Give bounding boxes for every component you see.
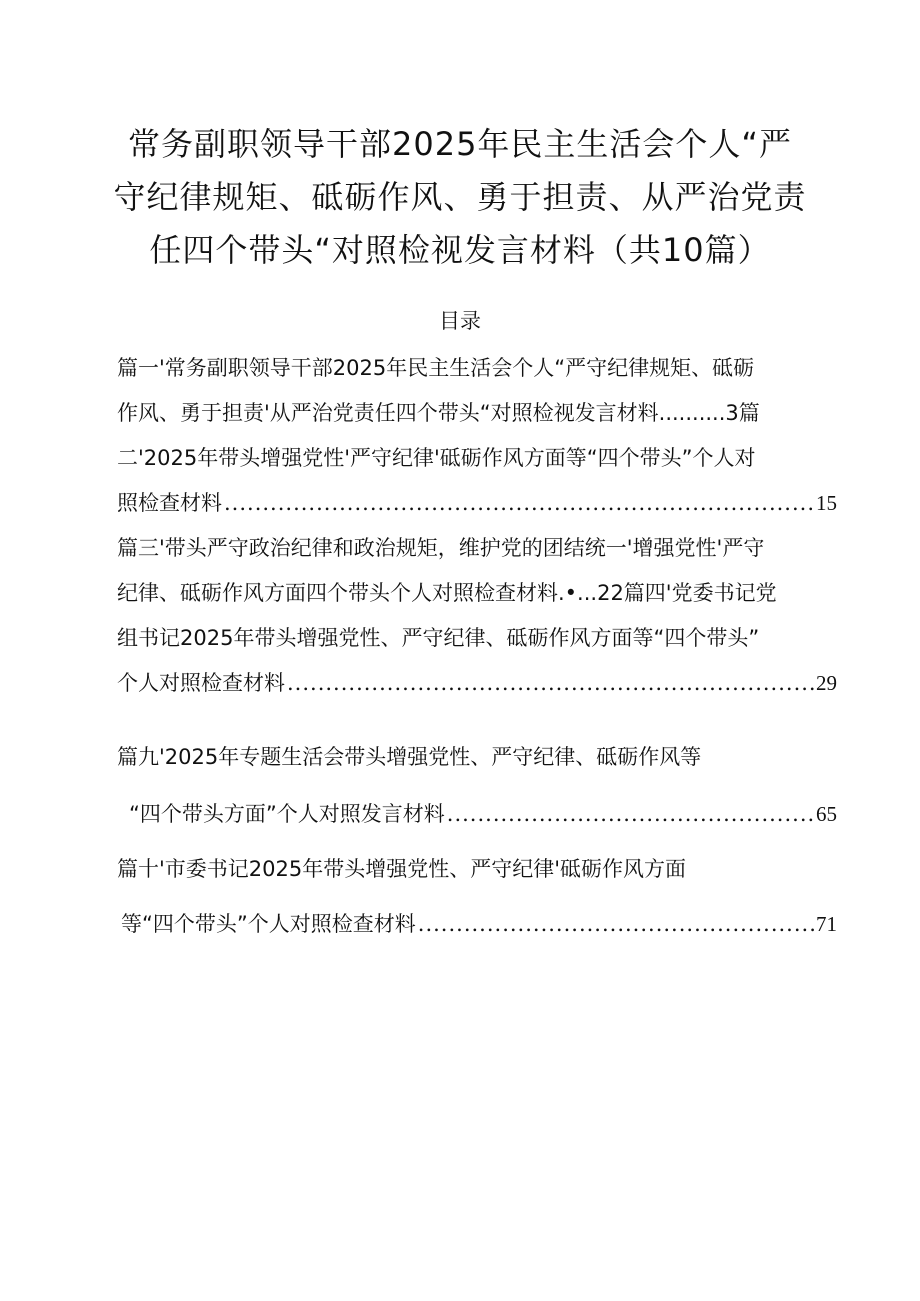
toc-line: 篇一'常务副职领导干部2025年民主生活会个人“严守纪律规矩、砥砺	[117, 356, 755, 380]
dot-leader	[287, 661, 814, 706]
table-of-contents-part-2	[117, 735, 837, 947]
toc-entry-text: “四个带头方面”个人对照发言材料	[129, 802, 445, 826]
toc-entry-text: 个人对照检查材料	[117, 671, 285, 695]
title-line-1: 常务副职领导干部2025年民主生活会个人“严	[127, 125, 793, 163]
table-of-contents-part-1	[117, 346, 837, 706]
toc-line: 组书记2025年带头增强党性、严守纪律、砥砺作风方面等“四个带头”	[117, 626, 760, 650]
toc-entry-with-page[interactable]	[117, 792, 837, 847]
page-number: 29	[816, 671, 837, 695]
toc-line: 作风、勇于担责'从严治党责任四个带头“对照检视发言材料..........3篇	[117, 401, 760, 425]
toc-entry-text: 照检查材料	[117, 491, 222, 515]
toc-entry-with-page[interactable]	[117, 481, 837, 526]
dot-leader	[224, 481, 814, 526]
toc-line: 纪律、砥砺作风方面四个带头个人对照检查材料.•...22篇四'党委书记党	[117, 581, 777, 605]
toc-line: 篇十'市委书记2025年带头增强党性、严守纪律'砥砺作风方面	[117, 857, 686, 881]
toc-line: 二'2025年带头增强党性'严守纪律'砥砺作风方面等“四个带头”个人对	[117, 446, 756, 470]
document-title	[100, 118, 820, 277]
toc-entry-with-page[interactable]	[117, 902, 837, 947]
dot-leader	[447, 792, 814, 837]
toc-line: 篇九'2025年专题生活会带头增强党性、严守纪律、砥砺作风等	[117, 745, 702, 769]
toc-heading: 目录	[439, 309, 481, 333]
dot-leader	[418, 902, 814, 947]
toc-entry-text: 等“四个带头”个人对照检查材料	[121, 912, 416, 936]
page-number: 71	[816, 912, 837, 936]
page-number: 15	[816, 491, 837, 515]
page-number: 65	[816, 802, 837, 826]
title-line-2: 守纪律规矩、砥砺作风、勇于担责、从严治党责	[113, 178, 807, 216]
toc-line: 篇三'带头严守政治纪律和政治规矩，维护党的团结统一'增强党性'严守	[117, 536, 765, 560]
title-line-3: 任四个带头“对照检视发言材料（共10篇）	[149, 231, 771, 269]
toc-entry-with-page[interactable]	[117, 661, 837, 706]
